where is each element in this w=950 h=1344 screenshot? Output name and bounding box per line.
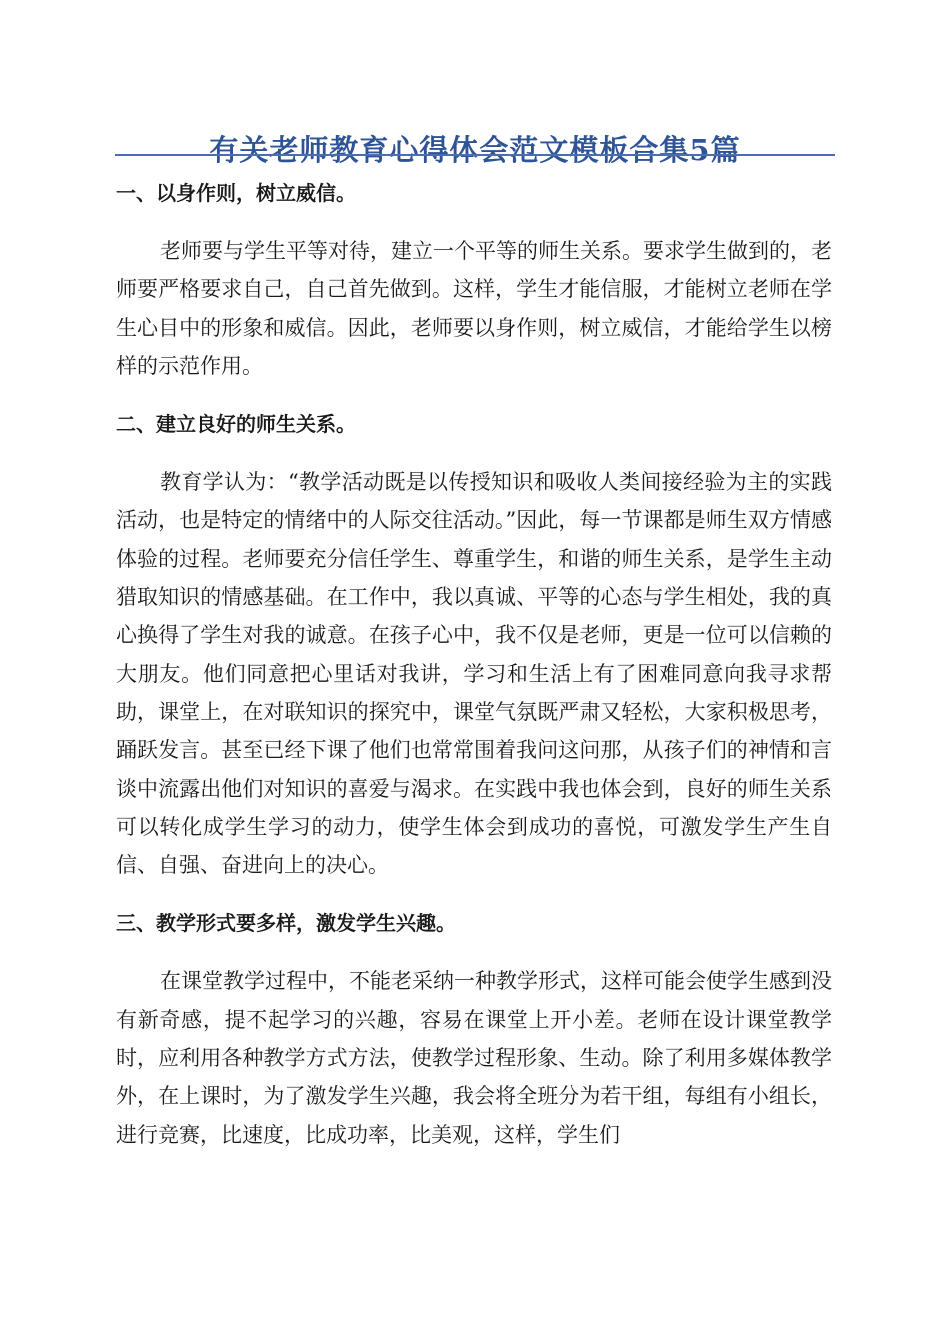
document-title: 有关老师教育心得体会范文模板合集5篇 [209, 133, 741, 168]
section-paragraph-1: 老师要与学生平等对待，建立一个平等的师生关系。要求学生做到的，老师要严格要求自己，自己首先做到。这样，学生才能信服，才能树立老师在学生心目中的形象和威信。因此，老师要以身作则，树立威信，才能给学生以榜样的示范作用。 [116, 239, 832, 378]
title-underline [115, 154, 835, 156]
section-heading-1: 一、以身作则，树立威信。 [116, 181, 356, 205]
section-paragraph-2: 教育学认为：“教学活动既是以传授知识和吸收人类间接经验为主的实践活动，也是特定的情绪中的人际交往活动。”因此，每一节课都是师生双方情感体验的过程。老师要充分信任学生、尊重学生，和谐的师生关系，是学生主动猎取知识的情感基础。在工作中，我以真诚、平等的心态与学生相处，我的真心换得了学生对我的诚意。在孩子心中，我不仅是老师，更是一位可以信赖的大朋友。他们同意把心里话对我讲，学习和生活上有了困难同意向我寻求帮助，课堂上，在对联知识的探究中，课堂气氛既严肃又轻松，大家积极思考，踊跃发言。甚至已经下课了他们也常常围着我问这问那，从孩子们的神情和言谈中流露出他们对知识的喜爱与渴求。在实践中我也体会到，良好的师生关系可以转化成学生学习的动力，使学生体会到成功的喜悦，可激发学生产生自信、自强、奋进向上的决心。 [116, 470, 832, 878]
document-body [116, 174, 832, 1154]
section-heading-3: 三、教学形式要多样，激发学生兴趣。 [116, 911, 456, 936]
section-paragraph-3: 在课堂教学过程中，不能老采纳一种教学形式，这样可能会使学生感到没有新奇感，提不起学习的兴趣，容易在课堂上开小差。老师在设计课堂教学时，应利用各种教学方式方法，使教学过程形象、生动。除了利用多媒体教学外，在上课时，为了激发学生兴趣，我会将全班分为若干组，每组有小组长，进行竞赛，比速度，比成功率，比美观，这样，学生们 [116, 969, 832, 1147]
section-heading-2: 二、建立良好的师生关系。 [116, 412, 356, 437]
